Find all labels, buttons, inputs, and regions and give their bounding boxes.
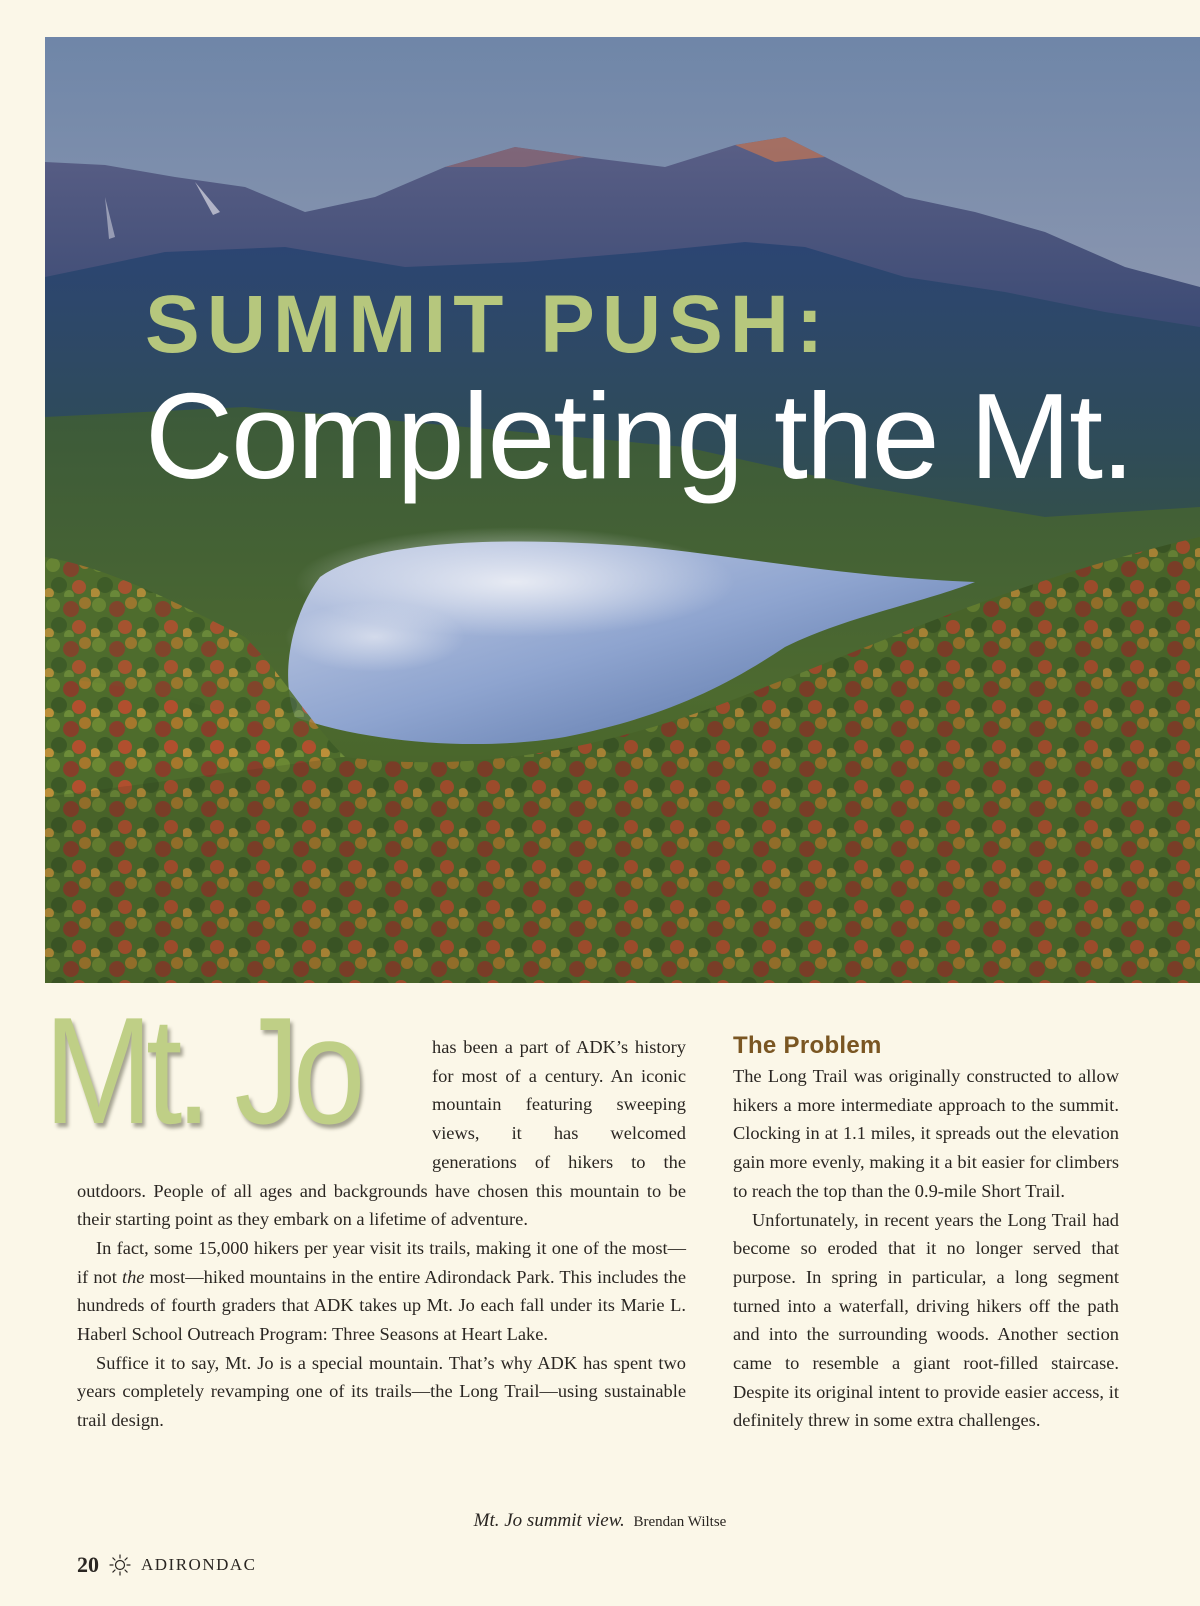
headline-kicker: SUMMIT PUSH: <box>145 279 831 370</box>
paragraph-2-before: In fact, some 15,000 hikers per year visit its trails, making it one of the most—if not <box>77 1237 686 1287</box>
drop-cap-spacer <box>77 1033 432 1176</box>
sun-icon <box>109 1554 131 1576</box>
paragraph-3: Suffice it to say, Mt. Jo is a special mountain. That’s why ADK has spent two years completely revamping one of its trails—the Long Trail—using sustainable trail design. <box>77 1352 686 1431</box>
intro-text: has been a part of ADK’s history for most of a century. An iconic mountain featuring sweeping views, it has welcomed generations of hikers to the outdoors. People of all ages and backgrounds have chosen this mountain to be their starting point as they embark on a lifetime of adventure. <box>77 1037 686 1230</box>
caption-text: Mt. Jo summit view. <box>473 1510 625 1531</box>
intro-paragraph <box>77 1033 686 1234</box>
paragraph-2-emphasis: the <box>121 1266 145 1287</box>
section-subhead: The Problem <box>733 1032 882 1059</box>
paragraph-2-after: most—hiked mountains in the entire Adirondack Park. This includes the hundreds of fourth graders that ADK takes up Mt. Jo each fall under its Marie L. Haberl School Outreach Program: Three Seasons at Heart Lake. <box>77 1266 686 1345</box>
article-column-left <box>77 1033 686 1435</box>
publication-name: ADIRONDAC <box>141 1555 257 1574</box>
problem-paragraph-1: The Long Trail was originally constructed to allow hikers a more intermediate approach to the summit. Clocking in at 1.1 miles, it spreads out the elevation gain more evenly, making it a bit easier for climbers to reach the top than the 0.9-mile Short Trail. <box>733 1066 1119 1201</box>
page-number: 20 <box>77 1552 99 1577</box>
photo-caption <box>0 1510 1200 1532</box>
paragraph-2 <box>77 1234 686 1349</box>
drop-cap: Mt. Jo <box>44 986 359 1156</box>
page-footer <box>77 1552 257 1578</box>
hero-photo <box>45 37 1200 983</box>
problem-paragraph-2: Unfortunately, in recent years the Long Trail had become so eroded that it no longer served that purpose. In spring in particular, a long segment turned into a waterfall, driving hikers off the path and into the surrounding woods. Another section came to resemble a giant root-filled staircase. Despite its original intent to provide easier access, it definitely threw in some extra challenges. <box>733 1209 1119 1431</box>
headline-title: Completing the Mt. <box>145 368 1133 504</box>
photo-credit: Brendan Wiltse <box>633 1514 727 1530</box>
article-column-right <box>733 1033 1119 1435</box>
mountain-lake-illustration <box>45 37 1200 983</box>
